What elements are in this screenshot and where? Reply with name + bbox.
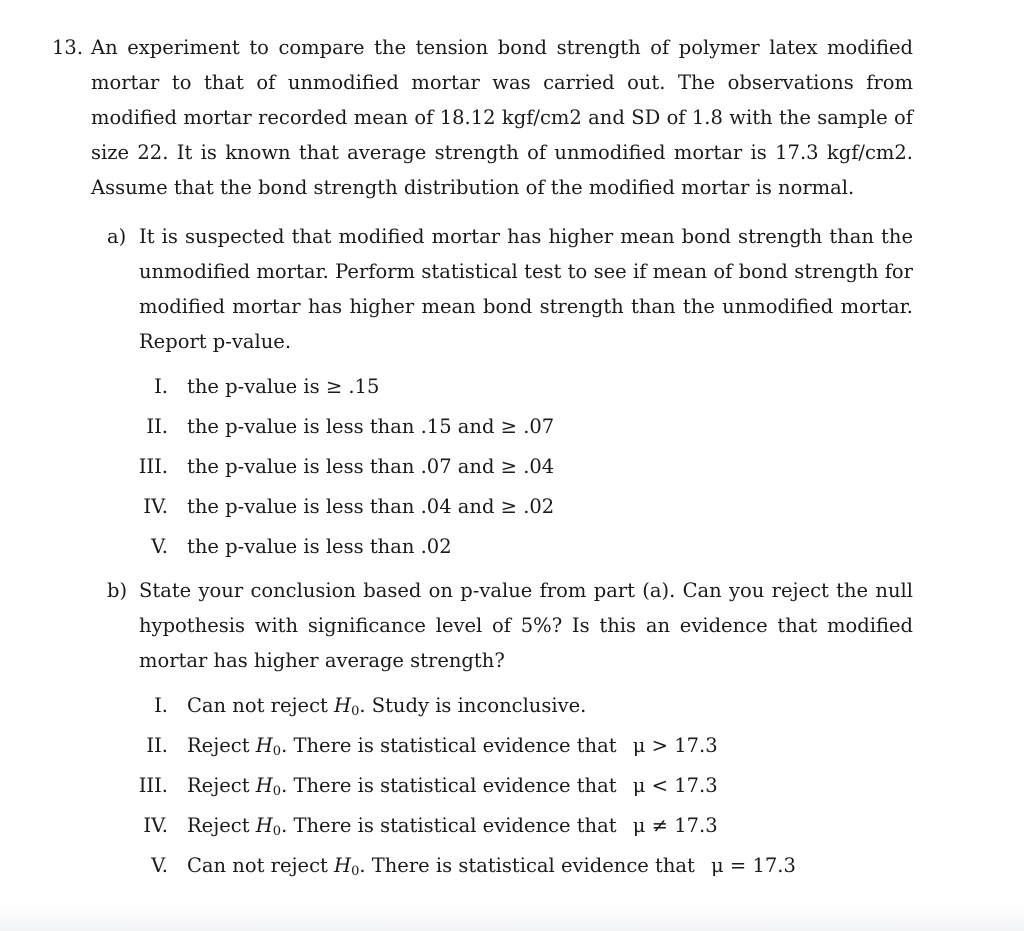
option-prefix: Can not reject xyxy=(187,854,328,877)
part-a-option xyxy=(0,534,1024,560)
bottom-edge-shade xyxy=(0,905,1024,931)
part-a-option xyxy=(0,414,1024,440)
option-prefix: Reject xyxy=(187,774,250,797)
option-numeral: II. xyxy=(146,415,168,438)
option-text: the p-value is less than .02 xyxy=(187,535,452,558)
part-a-label: a) xyxy=(107,225,127,248)
option-text xyxy=(187,773,718,799)
option-prefix: Reject xyxy=(187,734,250,757)
hypothesis-symbol: H xyxy=(334,854,352,877)
part-a-text: It is suspected that modified mortar has higher mean bond strength than the unmodified mortar. Perform statistical test to see if mean of bond strength for modified mortar has higher mean bond strength than the unmodified mortar. Report p-value. xyxy=(139,225,913,353)
question-number: 13. xyxy=(52,36,84,59)
hypothesis-subscript: 0 xyxy=(351,864,360,879)
part-a-option xyxy=(0,494,1024,520)
option-numeral: I. xyxy=(154,375,168,398)
part-a-option xyxy=(0,374,1024,400)
option-suffix: . There is statistical evidence that xyxy=(281,774,617,797)
option-text: the p-value is ≥ .15 xyxy=(187,375,380,398)
part-b-label: b) xyxy=(107,579,128,602)
option-text xyxy=(187,853,796,879)
option-text: the p-value is less than .07 and ≥ .04 xyxy=(187,455,555,478)
option-suffix: . There is statistical evidence that xyxy=(281,814,617,837)
hypothesis-subscript: 0 xyxy=(272,744,282,759)
hypothesis-subscript: 0 xyxy=(272,784,282,799)
hypothesis-subscript: 0 xyxy=(351,704,360,719)
hypothesis-symbol: H xyxy=(334,694,352,717)
option-math: μ = 17.3 xyxy=(711,854,796,877)
option-math: μ > 17.3 xyxy=(632,734,718,757)
option-prefix: Can not reject xyxy=(187,694,328,717)
hypothesis-symbol: H xyxy=(255,774,273,797)
part-b-option xyxy=(0,813,1024,839)
option-text: the p-value is less than .04 and ≥ .02 xyxy=(187,495,555,518)
option-numeral: IV. xyxy=(143,495,168,518)
part-a-option xyxy=(0,454,1024,480)
option-numeral: V. xyxy=(151,854,168,877)
option-suffix: . There is statistical evidence that xyxy=(359,854,695,877)
part-b-option xyxy=(0,773,1024,799)
question-stem: An experiment to compare the tension bond strength of polymer latex modified mortar to that of unmodified mortar was carried out. The observations from modified mortar recorded mean of 18.12 kgf/cm2 and SD of 1.8 with the sample of size 22. It is known that average strength of unmodified mortar is 17.3 kgf/cm2. Assume that the bond strength distribution of the modified mortar is normal. xyxy=(91,36,913,199)
hypothesis-subscript: 0 xyxy=(272,824,282,839)
option-text: the p-value is less than .15 and ≥ .07 xyxy=(187,415,555,438)
option-suffix: . Study is inconclusive. xyxy=(359,694,587,717)
hypothesis-symbol: H xyxy=(255,814,273,837)
option-numeral: III. xyxy=(138,774,168,797)
part-b-option xyxy=(0,693,1024,719)
option-numeral: II. xyxy=(146,734,168,757)
option-text xyxy=(187,733,718,759)
option-numeral: IV. xyxy=(143,814,168,837)
option-numeral: I. xyxy=(154,694,168,717)
part-b-text: State your conclusion based on p-value from part (a). Can you reject the null hypothesis with significance level of 5%? Is this an evidence that modified mortar has higher average strength? xyxy=(139,579,913,672)
option-prefix: Reject xyxy=(187,814,250,837)
part-b-option xyxy=(0,853,1024,879)
option-math: μ < 17.3 xyxy=(632,774,718,797)
option-suffix: . There is statistical evidence that xyxy=(281,734,617,757)
option-text xyxy=(187,813,718,839)
option-numeral: III. xyxy=(138,455,168,478)
option-math: μ ≠ 17.3 xyxy=(632,814,718,837)
option-text xyxy=(187,693,586,719)
hypothesis-symbol: H xyxy=(255,734,273,757)
part-b-option xyxy=(0,733,1024,759)
option-numeral: V. xyxy=(151,535,168,558)
